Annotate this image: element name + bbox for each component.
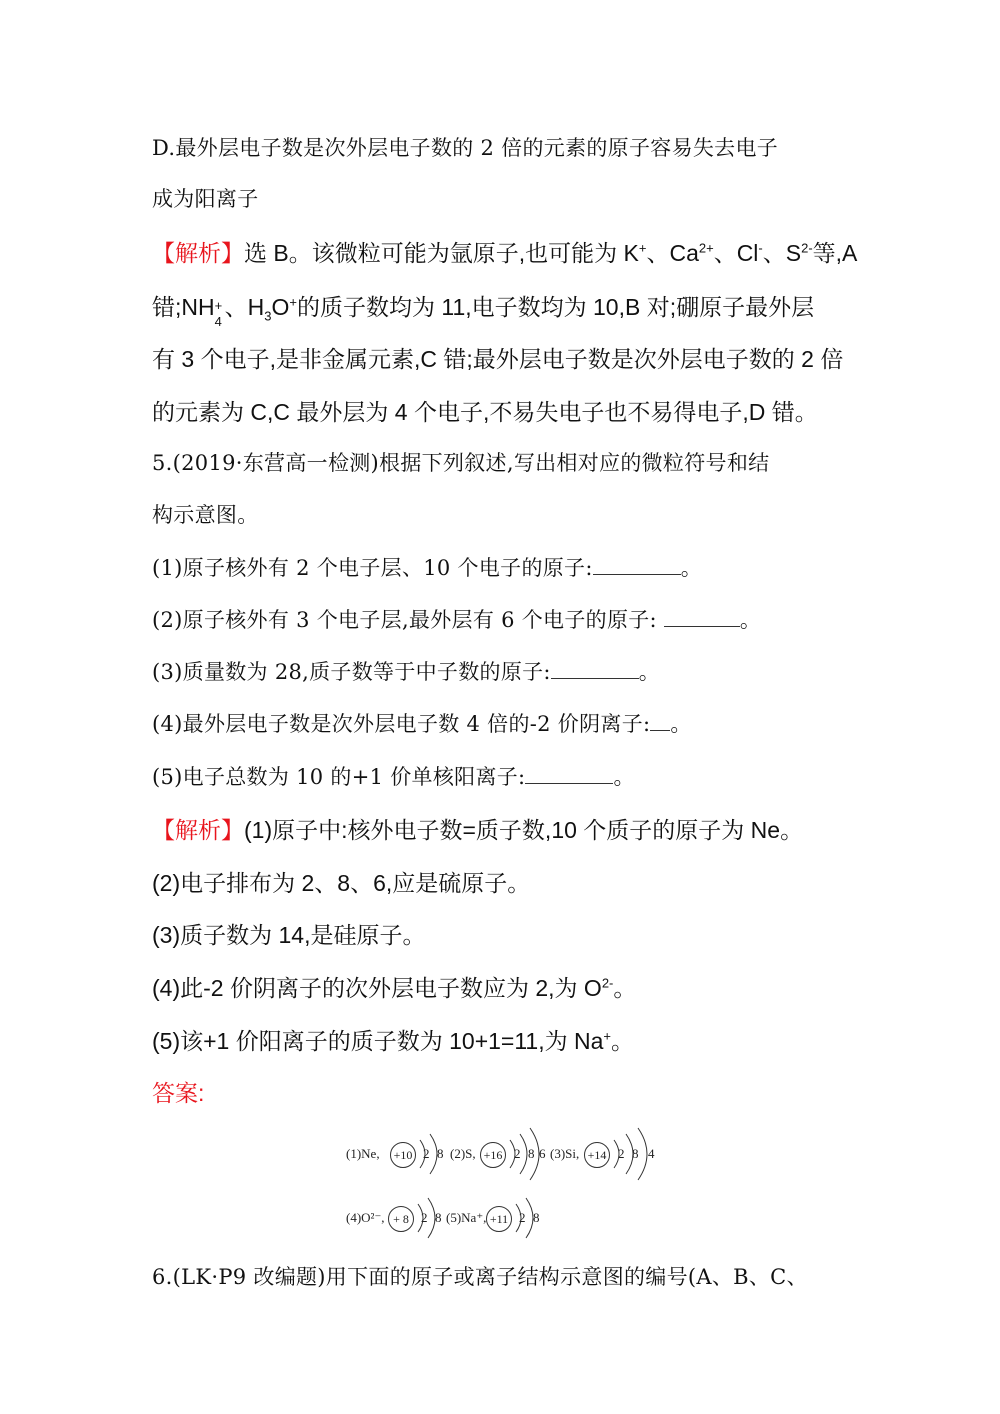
text: 、S xyxy=(762,240,802,266)
answer-blank[interactable] xyxy=(593,556,681,575)
answer-blank[interactable] xyxy=(650,712,670,731)
diagram-label: (5)Na⁺, xyxy=(446,1210,487,1225)
subscript: 4 xyxy=(214,313,222,329)
answer-label: 答案: xyxy=(152,1080,205,1106)
shell-count: 8 xyxy=(632,1146,639,1161)
shell-count: 6 xyxy=(539,1146,546,1161)
question5-item-3 xyxy=(152,657,660,687)
diagram-ne xyxy=(346,1134,446,1174)
diagram-si xyxy=(550,1134,660,1174)
text: 。 xyxy=(611,1028,635,1054)
text: 等,A xyxy=(812,240,858,266)
diagram-label: (2)S, xyxy=(450,1146,476,1161)
shell-count: 2 xyxy=(519,1210,526,1225)
superscript: - xyxy=(758,240,763,256)
item-text: (1)原子核外有 2 个电子层、10 个电子的原子: xyxy=(152,556,593,580)
analysis-q4-line4: 的元素为 C,C 最外层为 4 个电子,不易失电子也不易得电子,D 错。 xyxy=(152,399,818,425)
nucleus: + 8 xyxy=(388,1206,414,1232)
text: (4)此-2 价阴离子的次外层电子数应为 2,为 O xyxy=(152,975,602,1001)
question5-item-4 xyxy=(152,709,692,739)
shell-count: 8 xyxy=(528,1146,535,1161)
analysis-q5-line5 xyxy=(152,1026,634,1056)
question6-stem-line1: 6.(LK·P9 改编题)用下面的原子或离子结构示意图的编号(A、B、C、 xyxy=(152,1265,808,1289)
option-d-line2: 成为阳离子 xyxy=(152,187,259,211)
answer-blank[interactable] xyxy=(664,608,740,627)
text: 、Ca xyxy=(646,240,699,266)
shell-count: 8 xyxy=(533,1210,540,1225)
analysis-tag: 【解析】 xyxy=(152,240,244,266)
question5-stem-line1: 5.(2019·东营高一检测)根据下列叙述,写出相对应的微粒符号和结 xyxy=(152,451,770,475)
text: 。 xyxy=(739,608,762,632)
analysis-q5-line1 xyxy=(152,815,803,845)
analysis-q5-line2: (2)电子排布为 2、8、6,应是硫原子。 xyxy=(152,870,531,896)
answer-blank[interactable] xyxy=(525,765,613,784)
diagram-label: (3)Si, xyxy=(550,1146,580,1161)
text: 。 xyxy=(680,556,703,580)
analysis-q4-line1 xyxy=(152,238,857,268)
superscript: + xyxy=(603,1028,612,1044)
shell-count: 8 xyxy=(437,1146,444,1161)
text: 选 B。该微粒可能为氩原子,也可能为 K xyxy=(244,240,639,266)
analysis-tag: 【解析】 xyxy=(152,817,244,843)
shell-count: 2 xyxy=(423,1146,430,1161)
item-text: (4)最外层电子数是次外层电子数 4 倍的-2 价阴离子: xyxy=(152,712,651,736)
text: 的质子数均为 11,电子数均为 10,B 对;硼原子最外层 xyxy=(296,294,815,320)
option-d-line1: D.最外层电子数是次外层电子数的 2 倍的元素的原子容易失去电子 xyxy=(152,136,779,160)
analysis-q4-line2 xyxy=(152,292,815,329)
superscript: 2+ xyxy=(698,240,714,256)
diagram-s xyxy=(450,1134,550,1174)
question5-item-2 xyxy=(152,605,761,635)
text: 错;NH xyxy=(152,294,215,320)
nucleus: +11 xyxy=(486,1206,512,1232)
nucleus: +10 xyxy=(390,1142,416,1168)
text: 。 xyxy=(613,765,635,789)
superscript: + xyxy=(289,294,297,310)
shell-count: 4 xyxy=(648,1146,655,1161)
diagram-label: (4)O²⁻, xyxy=(346,1210,385,1225)
shell-count: 2 xyxy=(421,1210,428,1225)
nucleus: +16 xyxy=(480,1142,506,1168)
analysis-q4-line3: 有 3 个电子,是非金属元素,C 错;最外层电子数是次外层电子数的 2 倍 xyxy=(152,346,844,372)
diagram-label: (1)Ne, xyxy=(346,1146,380,1161)
text: 。 xyxy=(613,975,637,1001)
question5-stem-line2: 构示意图。 xyxy=(152,503,259,527)
item-text: (3)质量数为 28,质子数等于中子数的原子: xyxy=(152,660,551,684)
analysis-q5-line3: (3)质子数为 14,是硅原子。 xyxy=(152,922,426,948)
diagram-o2minus xyxy=(346,1198,446,1238)
superscript: 2- xyxy=(801,240,813,256)
item-text: (2)原子核外有 3 个电子层,最外层有 6 个电子的原子: xyxy=(152,608,664,632)
answer-blank[interactable] xyxy=(551,660,639,679)
analysis-q5-line4 xyxy=(152,973,636,1003)
item-text: (5)电子总数为 10 的+1 价单核阳离子: xyxy=(152,765,526,789)
question5-item-1 xyxy=(152,553,702,583)
shell-count: 8 xyxy=(435,1210,442,1225)
shell-count: 2 xyxy=(618,1146,625,1161)
text: 、Cl xyxy=(713,240,759,266)
text: (1)原子中:核外电子数=质子数,10 个质子的原子为 Ne。 xyxy=(244,817,804,843)
superscript: 2- xyxy=(601,975,614,991)
text: 。 xyxy=(670,712,692,736)
superscript: + xyxy=(214,297,223,313)
shell-count: 2 xyxy=(514,1146,521,1161)
sup-sub-stack xyxy=(214,297,225,329)
text: O xyxy=(271,294,290,320)
subscript: 3 xyxy=(264,308,272,324)
question5-item-5 xyxy=(152,762,635,792)
text: 、H xyxy=(224,294,265,320)
nucleus: +14 xyxy=(584,1142,610,1168)
superscript: + xyxy=(638,240,647,256)
diagram-naplus xyxy=(446,1198,546,1238)
text: 。 xyxy=(638,660,661,684)
atomic-structure-diagrams xyxy=(340,1128,660,1253)
text: (5)该+1 价阳离子的质子数为 10+1=11,为 Na xyxy=(152,1028,604,1054)
